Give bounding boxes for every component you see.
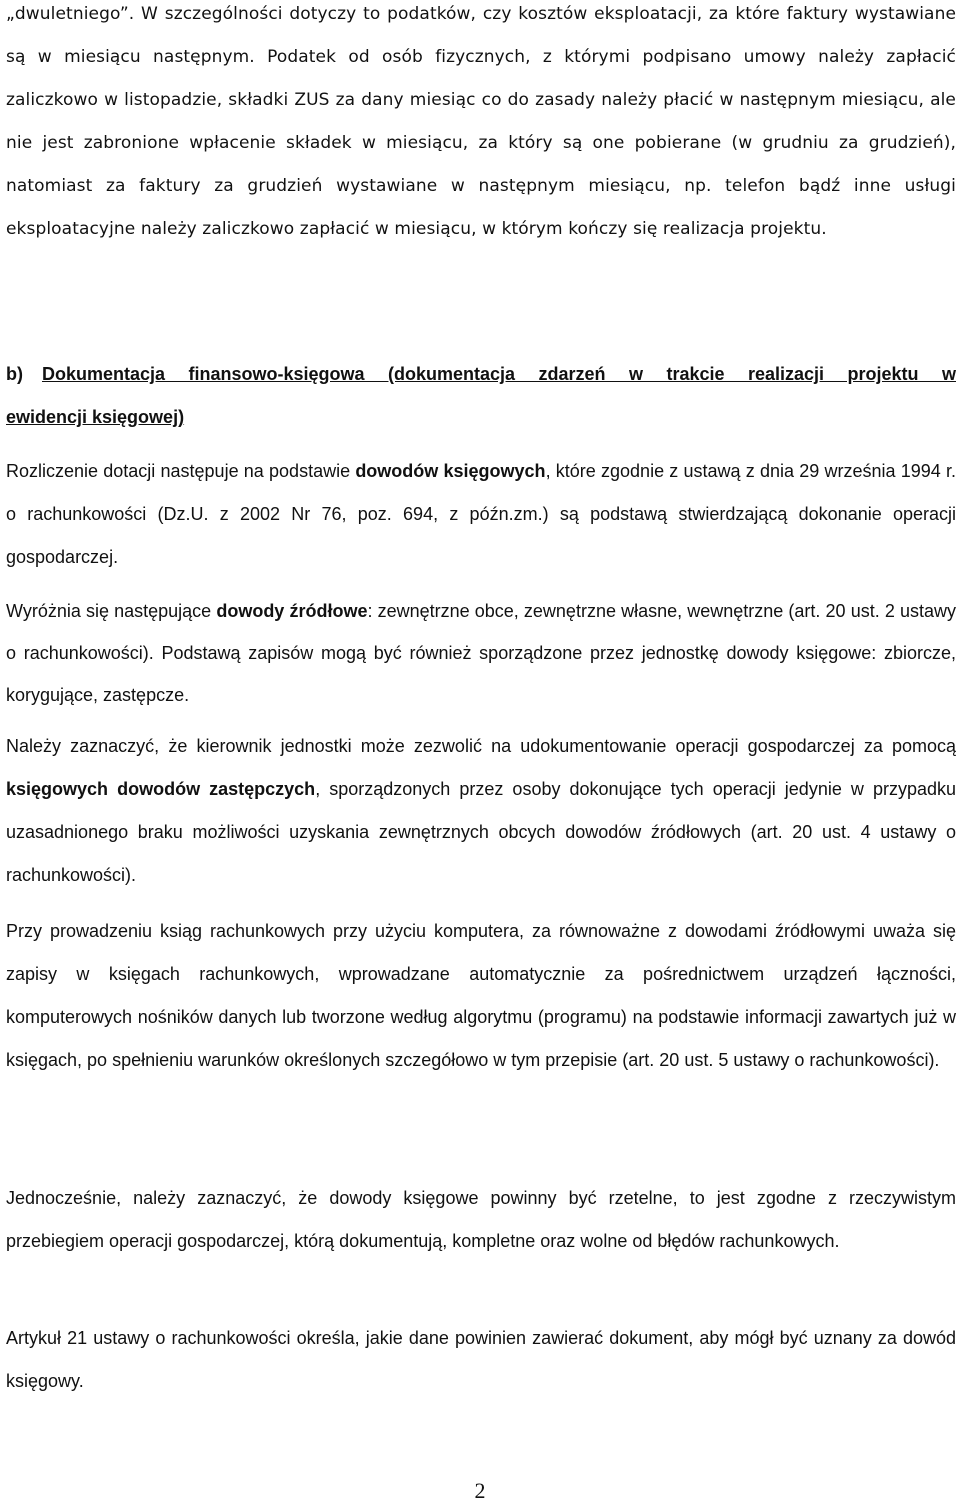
section-title-line1: Dokumentacja finansowo-księgowa (dokumentacja zdarzeń w trakcie realizacji projektu w (42, 364, 956, 384)
paragraph-artykul-21: Artykuł 21 ustawy o rachunkowości określa, jakie dane powinien zawierać dokument, aby mógł być uznany za dowód księgowy. (6, 1328, 956, 1391)
bold-ksiegowych-dowodow-zastepczych: księgowych dowodów zastępczych (6, 779, 316, 799)
bold-dowodow-ksiegowych: dowodów księgowych (355, 461, 546, 481)
page-number: 2 (474, 1478, 486, 1503)
paragraph-dowody-zrodlowe: Wyróżnia się następujące dowody źródłowe: zewnętrzne obce, zewnętrzne własne, wewnętrzne (art. 20 ust. 2 ustawy o rachunkowości). Podstawą zapisów mogą być również sporządzone przez jednostkę dowody księgowe: zbiorcze, korygujące, zastępcze. (6, 601, 956, 705)
intro-text: „dwuletniego”. W szczególności dotyczy to podatków, czy kosztów eksploatacji, za które faktury wystawiane są w miesiącu następnym. Podatek od osób fizycznych, z którymi podpisano umowy należy zapłacić zaliczkowo w listopadzie, składki ZUS za dany miesiąc co do zasady należy płacić w następnym miesiącu, ale nie jest zabronione wpłacenie składek w miesiącu, za który są one pobierane (w grudniu za grudzień), natomiast za faktury za grudzień wystawiane w następnym miesiącu, np. telefon bądź inne usługi eksploatacyjne należy zaliczkowo zapłacić w miesiącu, w którym kończy się realizacja projektu. (6, 4, 956, 239)
paragraph-komputer: Przy prowadzeniu ksiąg rachunkowych przy użyciu komputera, za równoważne z dowodami źródłowymi uważa się zapisy w księgach rachunkowych, wprowadzane automatycznie za pośrednictwem urządzeń łączności, komputerowych nośników danych lub tworzone według algorytmu (programu) na podstawie informacji zawartych już w księgach, po spełnieniu warunków określonych szczegółowo w tym przepisie (art. 20 ust. 5 ustawy o rachunkowości). (6, 921, 956, 1070)
section-b-heading (6, 353, 956, 439)
intro-paragraph (6, 0, 956, 251)
paragraph-rzetelne: Jednocześnie, należy zaznaczyć, że dowody księgowe powinny być rzetelne, to jest zgodne z rzeczywistym przebiegiem operacji gospodarczej, którą dokumentują, kompletne oraz wolne od błędów rachunkowych. (6, 1188, 956, 1251)
paragraph-dowody-zastepcze: Należy zaznaczyć, że kierownik jednostki może zezwolić na udokumentowanie operacji gospodarczej za pomocą księgowych dowodów zastępczych, sporządzonych przez osoby dokonujące tych operacji jedynie w przypadku uzasadnionego braku możliwości uzyskania zewnętrznych obcych dowodów źródłowych (art. 20 ust. 4 ustawy o rachunkowości). (6, 736, 956, 885)
paragraph-dowody-ksiegowe: Rozliczenie dotacji następuje na podstawie dowodów księgowych, które zgodnie z ustawą z dnia 29 września 1994 r. o rachunkowości (Dz.U. z 2002 Nr 76, poz. 694, z późn.zm.) są podstawą stwierdzającą dokonanie operacji gospodarczej. (6, 461, 956, 567)
section-letter: b) (6, 364, 23, 384)
section-title-line2: ewidencji księgowej) (6, 407, 185, 427)
bold-dowody-zrodlowe: dowody źródłowe (216, 601, 368, 621)
